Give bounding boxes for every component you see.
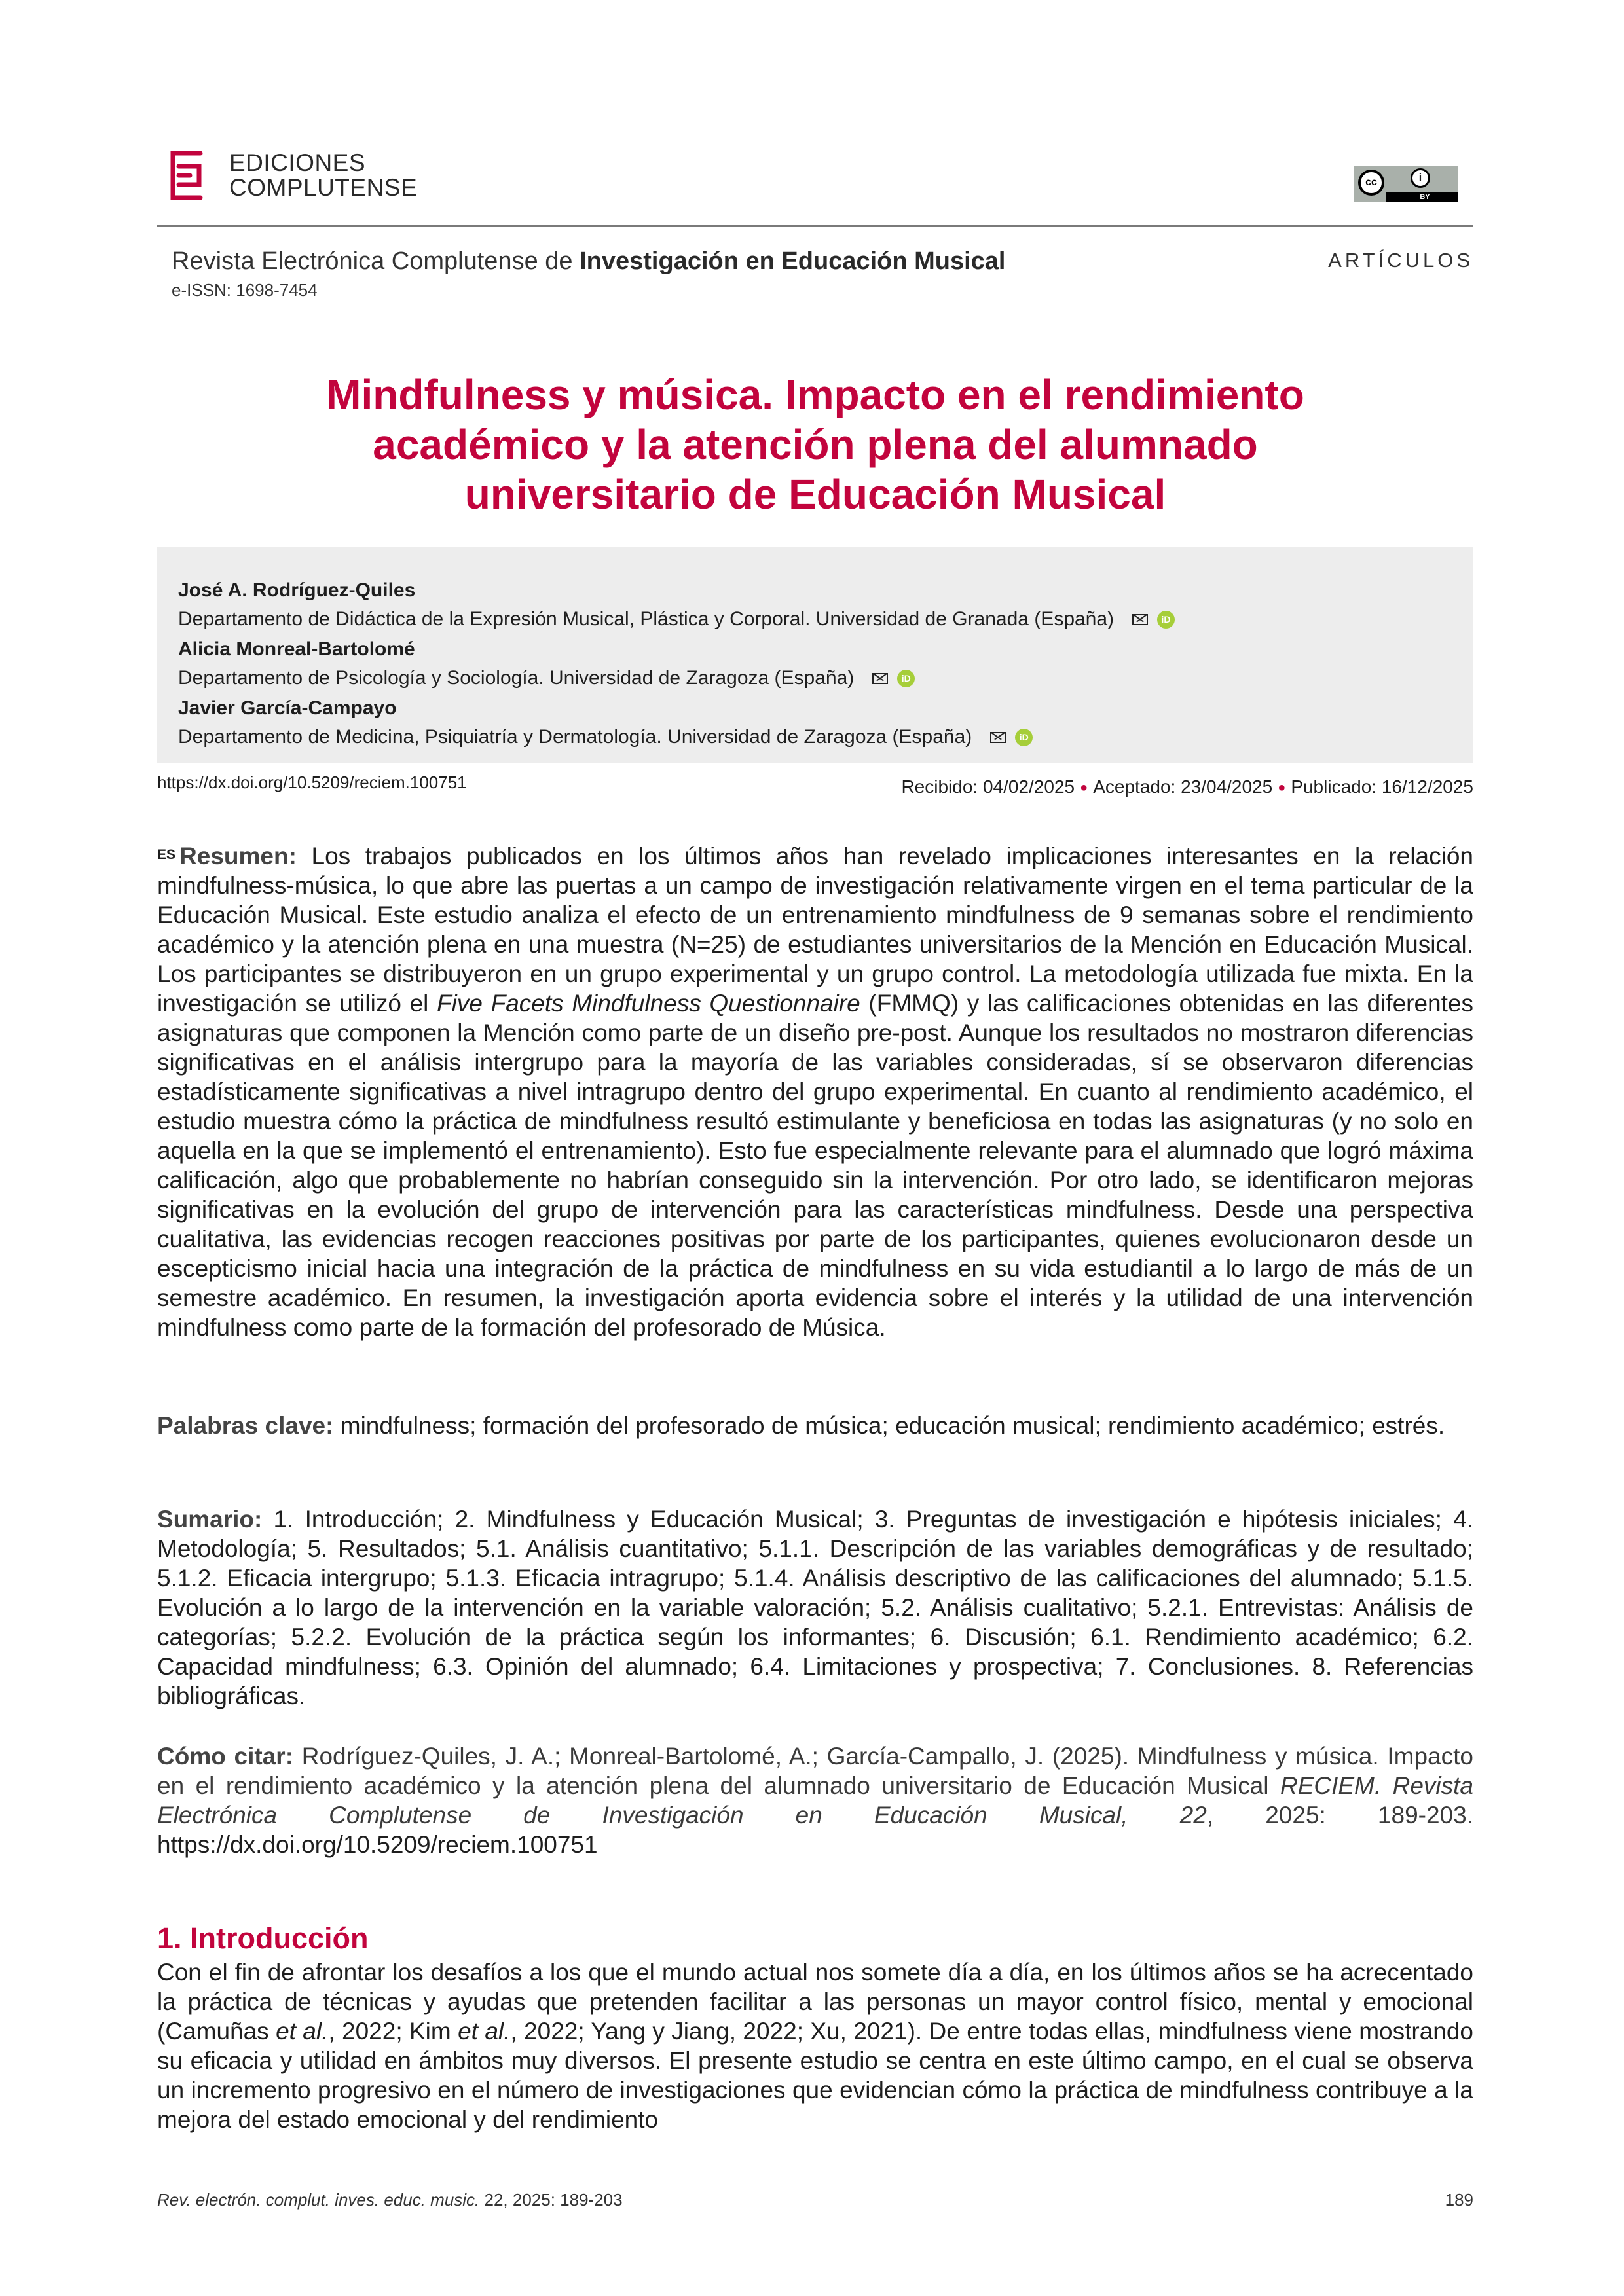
intro-text: , 2022; Yang y Jiang, 2022; Xu, 2021). De entre todas ellas, mindfulness viene mostrando su eficacia y utilidad en ámbitos muy diversos. El presente estudio se centra en este último campo, en el cual se observa un incremento progresivo en el número de investigaciones que evidencian cómo la práctica de mindfulness contribuye a la mejora del estado emocional y del rendimiento: [157, 2018, 1473, 2133]
summary: [157, 1504, 1473, 1711]
intro-etal: et al.: [458, 2018, 511, 2045]
cc-text: cc: [1365, 177, 1377, 188]
journal-name-bold: Investigación en Educación Musical: [580, 247, 1006, 275]
header-divider: [157, 225, 1473, 227]
language-tag: ES: [157, 847, 176, 862]
author-affiliation: Departamento de Didáctica de la Expresión Musical, Plástica y Corporal. Universidad de Granada (España): [178, 608, 1115, 630]
ediciones-complutense-logo-icon: [170, 151, 203, 200]
creative-commons-icon: [1358, 170, 1384, 196]
title-line-1: Mindfulness y música. Impacto en el rendimiento: [326, 371, 1304, 418]
how-to-cite: [157, 1741, 1473, 1859]
author-name: José A. Rodríguez-Quiles: [178, 579, 416, 601]
intro-text: , 2022; Kim: [328, 2018, 458, 2045]
publisher-name-line2: COMPLUTENSE: [229, 174, 418, 201]
footer-journal-abbrev: Rev. electrón. complut. inves. educ. music.: [157, 2190, 480, 2210]
section-tag: ARTÍCULOS: [1328, 249, 1473, 272]
author-affiliation-row: [178, 667, 915, 689]
mail-icon[interactable]: [872, 673, 888, 684]
publisher-name: [229, 151, 417, 200]
orcid-icon[interactable]: iD: [1157, 611, 1175, 629]
publisher-name-line1: EDICIONES: [229, 149, 366, 176]
cc-by-license-badge[interactable]: [1354, 166, 1458, 202]
mail-icon[interactable]: [990, 732, 1006, 743]
author-affiliation: Departamento de Medicina, Psiquiatría y Dermatología. Universidad de Zaragoza (España): [178, 726, 972, 748]
bullet-separator: ●: [1278, 780, 1286, 795]
keywords-text: mindfulness; formación del profesorado de música; educación musical; rendimiento académico; estrés.: [333, 1412, 1445, 1439]
author-affiliation-row: [178, 608, 1175, 630]
issn: e-ISSN: 1698-7454: [172, 280, 318, 300]
section-heading-introduction: 1. Introducción: [157, 1922, 369, 1955]
keywords: [157, 1411, 1473, 1440]
author-affiliation-row: [178, 726, 1033, 748]
citation-journal-italic: RECIEM. Revista Electrónica Complutense de Investigación en Educación Musical, 22: [157, 1772, 1473, 1829]
accepted-date: Aceptado: 23/04/2025: [1093, 776, 1273, 797]
author-entry: [178, 697, 1033, 748]
author-name: Alicia Monreal-Bartolomé: [178, 638, 415, 660]
authors-box: [157, 547, 1473, 763]
footer-volume-pages: 22, 2025: 189-203: [479, 2190, 623, 2210]
intro-text: Con el fin de afrontar los desafíos a los que el mundo actual nos somete día a día, en los últimos años se ha acrecentado la práctica de técnicas y ayudas que pretenden facilitar a las personas un mayor control físico, mental y emocional (Camuñas: [157, 1959, 1473, 2045]
citation-text: Rodríguez-Quiles, J. A.; Monreal-Bartolomé, A.; García-Campallo, J. (2025). Mindfulness y música. Impacto en el rendimiento académico y la atención plena del alumnado universitario de Educación Musical: [157, 1743, 1473, 1799]
published-date: Publicado: 16/12/2025: [1291, 776, 1473, 797]
author-entry: [178, 638, 915, 689]
author-name: Javier García-Campayo: [178, 697, 397, 719]
publisher-logo[interactable]: [170, 151, 417, 200]
title-line-3: universitario de Educación Musical: [464, 471, 1166, 518]
abstract-text: (FMMQ) y las calificaciones obtenidas en las diferentes asignaturas que componen la Mención como parte de un diseño pre-post. Aunque los resultados no mostraron diferencias significativas en el análisis intergrupo para la mayoría de las variables consideradas, sí se observaron diferencias estadísticamente significativas a nivel intragrupo dentro del grupo experimental. En cuanto al rendimiento académico, el estudio muestra cómo la práctica de mindfulness resultó estimulante y beneficiosa en todas las asignaturas (y no solo en aquella en la que se implementó el entrenamiento). Esto fue especialmente relevante para el alumnado que logró máxima calificación, algo que probablemente no habrían conseguido sin la intervención. Por otro lado, se identificaron mejoras significativas en la evolución del grupo de intervención para las características mindfulness. Desde una perspectiva cualitativa, las evidencias recogen reacciones positivas por parte de los participantes, quienes evolucionaron desde un escepticismo inicial hacia una integración de la práctica de mindfulness en su vida estudiantil a lo largo de más de un semestre académico. En resumen, la investigación aporta evidencia sobre el interés y la utilidad de una intervención mindfulness como parte de la formación del profesorado de Música.: [157, 990, 1473, 1341]
author-affiliation: Departamento de Psicología y Sociología. Universidad de Zaragoza (España): [178, 667, 855, 689]
keywords-label: Palabras clave:: [157, 1412, 334, 1439]
orcid-icon[interactable]: iD: [1015, 729, 1033, 746]
citation-text: , 2025: 189-203.: [1206, 1802, 1473, 1829]
summary-text: 1. Introducción; 2. Mindfulness y Educación Musical; 3. Preguntas de investigación e hipótesis iniciales; 4. Metodología; 5. Resultados; 5.1. Análisis cuantitativo; 5.1.1. Descripción de las variables demográficas y de resultado; 5.1.2. Eficacia intergrupo; 5.1.3. Eficacia intragrupo; 5.1.4. Análisis descriptivo de las calificaciones del alumnado; 5.1.5. Evolución a lo largo de la intervención en la variable valoración; 5.2. Análisis cualitativo; 5.2.1. Entrevistas: Análisis de categorías; 5.2.2. Evolución de la práctica según los informantes; 6. Discusión; 6.1. Rendimiento académico; 6.2. Capacidad mindfulness; 6.3. Opinión del alumnado; 6.4. Limitaciones y prospectiva; 7. Conclusiones. 8. Referencias bibliográficas.: [157, 1506, 1473, 1709]
orcid-icon[interactable]: iD: [897, 670, 915, 687]
received-date: Recibido: 04/02/2025: [901, 776, 1075, 797]
footer-journal-reference: [157, 2190, 623, 2210]
citation-doi-link[interactable]: https://dx.doi.org/10.5209/reciem.100751: [157, 1831, 598, 1858]
intro-etal: et al.: [276, 2018, 329, 2045]
introduction-paragraph: [157, 1958, 1473, 2134]
abstract-text-italic: Five Facets Mindfulness Questionnaire: [437, 990, 860, 1017]
abstract: [157, 841, 1473, 1342]
attribution-person-icon: [1411, 168, 1430, 188]
doi-link[interactable]: https://dx.doi.org/10.5209/reciem.100751: [157, 773, 467, 792]
article-title: [157, 370, 1473, 519]
abstract-text: Los trabajos publicados en los últimos años han revelado implicaciones interesantes en la relación mindfulness-música, lo que abre las puertas a un campo de investigación relativamente virgen en el tema particular de la Educación Musical. Este estudio analiza el efecto de un entrenamiento mindfulness de 9 semanas sobre el rendimiento académico y la atención plena en una muestra (N=25) de estudiantes universitarios de la Mención en Educación Musical. Los participantes se distribuyeron en un grupo experimental y un grupo control. La metodología utilizada fue mixta. En la investigación se utilizó el: [157, 843, 1473, 1017]
by-symbol: i: [1418, 172, 1422, 183]
bullet-separator: ●: [1080, 780, 1088, 795]
journal-name: [172, 247, 1006, 276]
abstract-label: Resumen:: [179, 843, 297, 869]
citation-label: Cómo citar:: [157, 1743, 294, 1770]
publication-dates: [901, 776, 1473, 797]
by-label: BY: [1386, 192, 1458, 202]
journal-name-regular: Revista Electrónica Complutense de: [172, 247, 580, 275]
mail-icon[interactable]: [1132, 614, 1148, 625]
title-line-2: académico y la atención plena del alumnado: [373, 421, 1258, 468]
author-entry: [178, 579, 1175, 630]
summary-label: Sumario:: [157, 1506, 263, 1533]
page-number: 189: [1445, 2190, 1473, 2210]
